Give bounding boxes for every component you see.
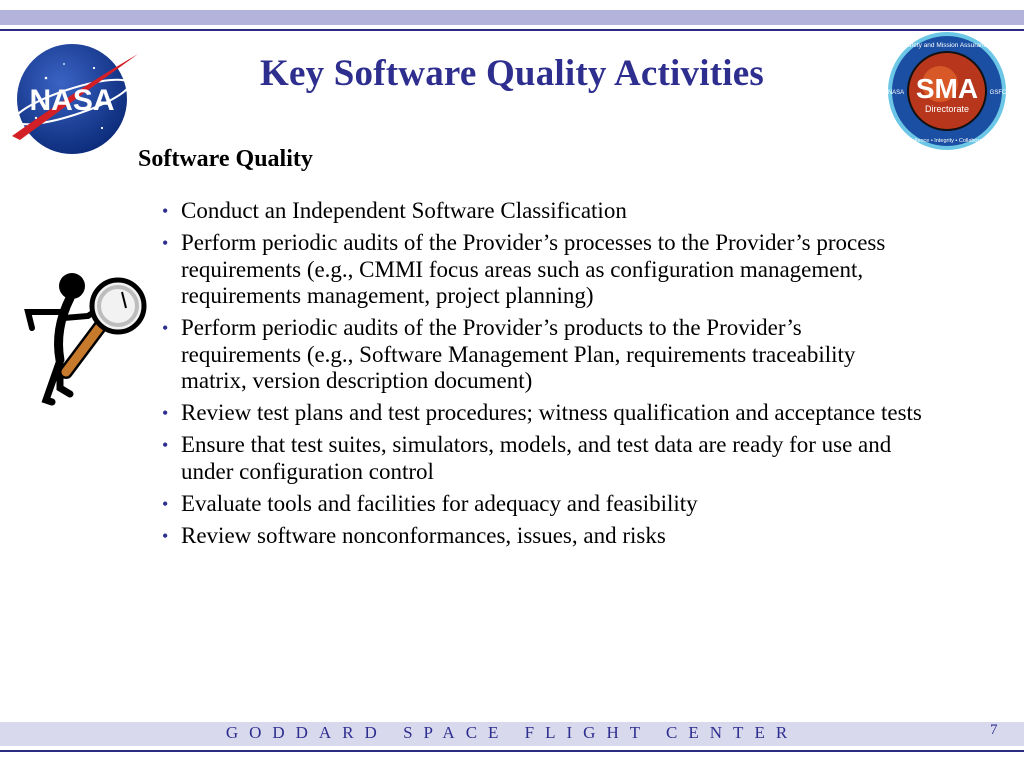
bullet-icon: • bbox=[162, 201, 169, 221]
bullet-icon: • bbox=[162, 435, 169, 455]
sma-directorate-logo bbox=[882, 32, 1012, 150]
top-divider-line bbox=[0, 29, 1024, 31]
svg-text:SMA: SMA bbox=[915, 73, 979, 104]
bullet-icon: • bbox=[162, 233, 169, 253]
footer-text: GODDARD SPACE FLIGHT CENTER bbox=[225, 723, 799, 742]
list-item: • Review test plans and test procedures; witness qualification and acceptance tests bbox=[162, 400, 922, 425]
bullet-icon: • bbox=[162, 493, 169, 514]
activities-list bbox=[162, 198, 922, 555]
list-item: • Perform periodic audits of the Provider’s processes to the Provider’s process requirements (e.g., CMMI focus areas such as configuration management, requirements management, project planning) bbox=[162, 230, 886, 308]
list-item: • Perform periodic audits of the Provider’s products to the Provider’s requirements (e.g., Software Management Plan, requirements traceability matrix, version description document) bbox=[162, 315, 856, 393]
top-decorative-band bbox=[0, 10, 1024, 25]
list-item: • Review software nonconformances, issues, and risks bbox=[162, 522, 666, 548]
page-title: Key Software Quality Activities bbox=[260, 53, 764, 94]
svg-text:NASA: NASA bbox=[887, 90, 905, 96]
svg-text:GSFC: GSFC bbox=[989, 90, 1007, 96]
svg-text:Excellence • Integrity • Colla: Excellence • Integrity • Collaboration bbox=[902, 138, 992, 144]
bullet-icon: • bbox=[162, 525, 169, 546]
list-item: • Conduct an Independent Software Classification bbox=[162, 198, 627, 223]
page-number: 7 bbox=[990, 722, 998, 738]
bottom-divider-line bbox=[0, 750, 1024, 752]
svg-text:Safety and Mission Assurance: Safety and Mission Assurance bbox=[903, 42, 991, 49]
magnifying-glass-figure-icon bbox=[20, 268, 150, 408]
section-heading: Software Quality bbox=[138, 146, 313, 172]
bullet-icon: • bbox=[162, 403, 169, 423]
list-item: • Ensure that test suites, simulators, models, and test data are ready for use and under configuration control bbox=[162, 432, 892, 484]
svg-text:Directorate: Directorate bbox=[924, 104, 970, 114]
list-item: • Evaluate tools and facilities for adequacy and feasibility bbox=[162, 490, 698, 516]
svg-text:NASA: NASA bbox=[29, 84, 115, 117]
bullet-icon: • bbox=[162, 318, 169, 338]
